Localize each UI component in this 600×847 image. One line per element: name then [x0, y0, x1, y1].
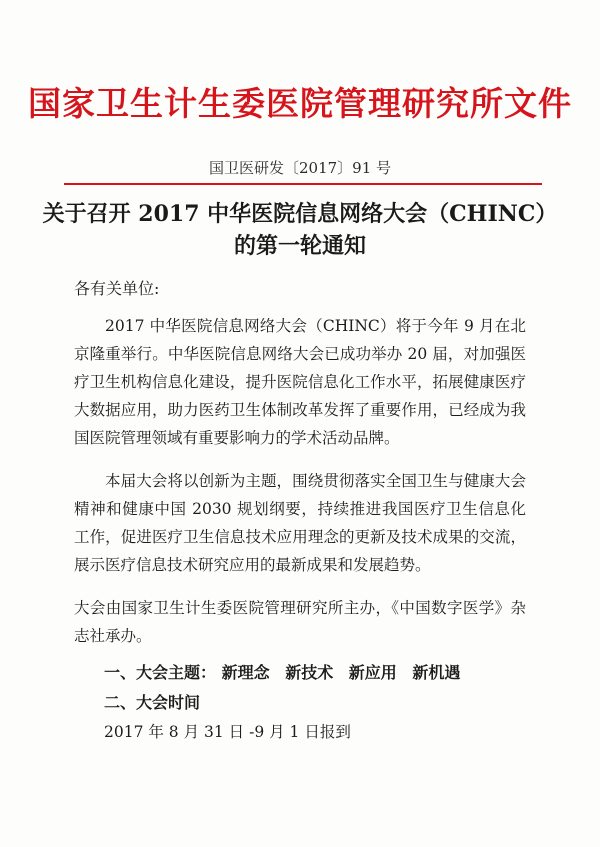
- paragraph-theme: 本届大会将以创新为主题，围绕贯彻落实全国卫生与健康大会精神和健康中国 2030 规划纲要，持续推进我国医疗卫生信息化工作，促进医疗卫生信息技术应用理念的更新及技术成果的交流，展示医疗信息技术研究应用的最新成果和发展趋势。: [74, 472, 526, 574]
- theme-item: 新机遇: [412, 663, 461, 682]
- conference-date: 2017 年 8 月 31 日 -9 月 1 日报到: [104, 723, 351, 741]
- paragraph-intro: 2017 中华医院信息网络大会（CHINC）将于今年 9 月在北京隆重举行。中华医院信息网络大会已成功举办 20 届，对加强医疗卫生机构信息化建设，提升医院信息化工作水平，拓展健康医疗大数据应用，助力医药卫生体制改革发挥了重要作用，已经成为我国医院管理领域有重要影响力的学术活动品牌。: [74, 317, 526, 447]
- theme-item: 新应用: [348, 663, 397, 682]
- notice-title: [0, 198, 600, 262]
- section-theme: [104, 660, 460, 683]
- theme-item: 新技术: [285, 663, 334, 682]
- notice-title-line2: 的第一轮通知: [233, 233, 366, 259]
- red-divider: [64, 183, 542, 185]
- section-time-heading: 二、大会时间: [104, 693, 201, 712]
- theme-item: 新理念: [221, 663, 270, 682]
- document-number: 国卫医研发〔2017〕91 号: [208, 159, 392, 177]
- salutation: 各有关单位:: [74, 279, 160, 298]
- section-theme-heading: 一、大会主题：: [104, 663, 217, 682]
- paragraph-organizers: 大会由国家卫生计生委医院管理研究所主办，《中国数字医学》杂志社承办。: [74, 599, 526, 645]
- organization-header: 国家卫生计生委医院管理研究所文件: [28, 84, 572, 123]
- notice-title-line1: 关于召开 2017 中华医院信息网络大会（CHINC）: [42, 201, 558, 227]
